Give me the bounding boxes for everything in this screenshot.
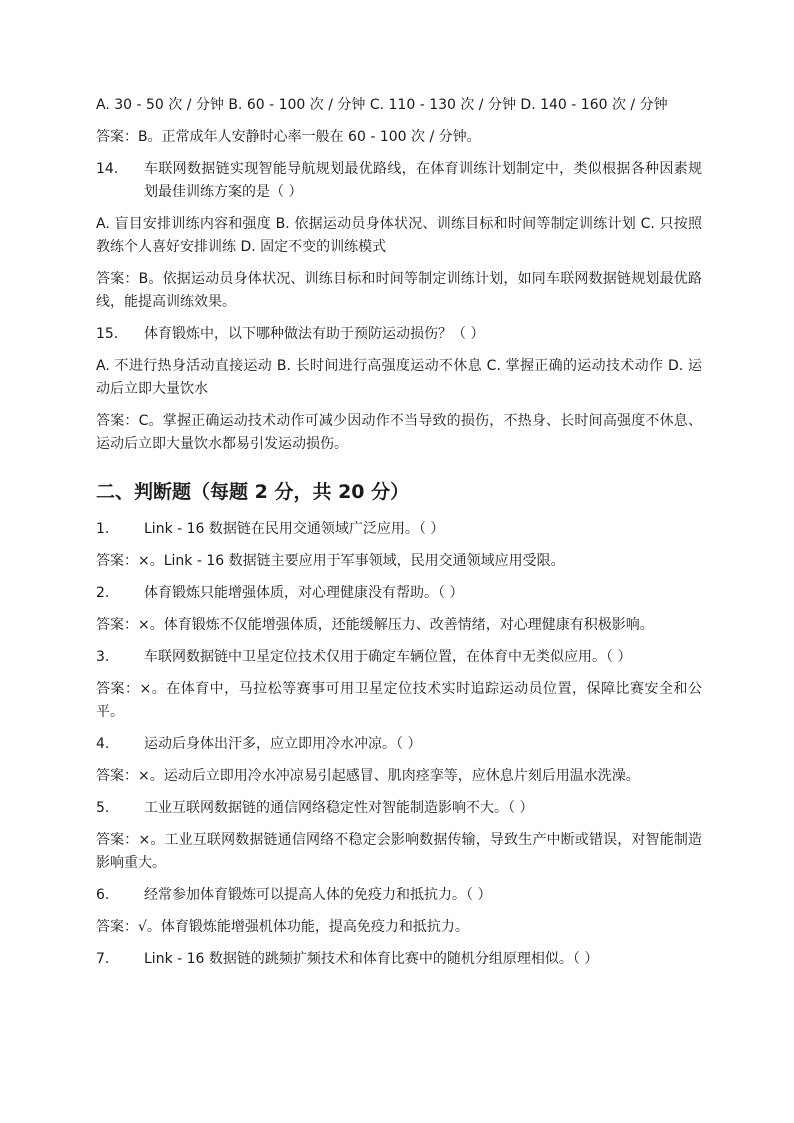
tf6-number: 6. [96, 887, 110, 903]
tf4-number: 4. [96, 736, 110, 752]
section-title: 二、判断题（每题 2 分，共 20 分） [96, 481, 410, 503]
tf2-question [96, 582, 702, 605]
tf5-answer: 答案：×。工业互联网数据链通信网络不稳定会影响数据传输，导致生产中断或错误，对智能制造影响重大。 [96, 832, 702, 871]
tf6-question [96, 884, 702, 907]
tf3-question [96, 646, 702, 669]
tf3-text: 车联网数据链中卫星定位技术仅用于确定车辆位置，在体育中无类似应用。（ ） [144, 649, 632, 665]
q15-text: 体育锻炼中，以下哪种做法有助于预防运动损伤？（ ） [144, 326, 485, 342]
tf5-number: 5. [96, 800, 110, 816]
tf2-text: 体育锻炼只能增强体质，对心理健康没有帮助。（ ） [144, 585, 464, 601]
tf5-text: 工业互联网数据链的通信网络稳定性对智能制造影响不大。（ ） [144, 800, 534, 816]
q14-number: 14. [96, 161, 119, 177]
tf1-text: Link - 16 数据链在民用交通领域广泛应用。（ ） [144, 521, 445, 537]
tf2-number: 2. [96, 585, 110, 601]
tf3-answer: 答案：×。在体育中，马拉松等赛事可用卫星定位技术实时追踪运动员位置，保障比赛安全和公平。 [96, 681, 702, 720]
tf7-question [96, 948, 702, 971]
tf1-number: 1. [96, 521, 110, 537]
tf4-answer: 答案：×。运动后立即用冷水冲凉易引起感冒、肌肉痉挛等，应休息片刻后用温水洗澡。 [96, 768, 640, 784]
document-page [96, 94, 702, 980]
q14-question [96, 158, 702, 204]
q15-number: 15. [96, 326, 119, 342]
q15-options: A. 不进行热身活动直接运动 B. 长时间进行高强度运动不休息 C. 掌握正确的运动技术动作 D. 运动后立即大量饮水 [96, 358, 702, 397]
q15-question [96, 323, 702, 346]
q13-options: A. 30 - 50 次 / 分钟 B. 60 - 100 次 / 分钟 C. 110 - 130 次 / 分钟 D. 140 - 160 次 / 分钟 [96, 97, 668, 113]
tf5-question [96, 797, 702, 820]
tf6-text: 经常参加体育锻炼可以提高人体的免疫力和抵抗力。（ ） [144, 887, 492, 903]
tf1-question [96, 518, 702, 541]
tf4-text: 运动后身体出汗多，应立即用冷水冲凉。（ ） [144, 736, 422, 752]
q14-text: 车联网数据链实现智能导航规划最优路线，在体育训练计划制定中，类似根据各种因素规划最佳训练方案的是（ ） [144, 161, 702, 200]
tf4-question [96, 733, 702, 756]
tf6-answer: 答案：√。体育锻炼能增强机体功能，提高免疫力和抵抗力。 [96, 919, 469, 935]
q14-options: A. 盲目安排训练内容和强度 B. 依据运动员身体状况、训练目标和时间等制定训练计划 C. 只按照教练个人喜好安排训练 D. 固定不变的训练模式 [96, 216, 702, 255]
tf2-answer: 答案：×。体育锻炼不仅能增强体质，还能缓解压力、改善情绪，对心理健康有积极影响。 [96, 617, 654, 633]
tf1-answer: 答案：×。Link - 16 数据链主要应用于军事领域，民用交通领域应用受限。 [96, 553, 565, 569]
tf3-number: 3. [96, 649, 110, 665]
tf7-number: 7. [96, 951, 110, 967]
q14-answer: 答案：B。依据运动员身体状况、训练目标和时间等制定训练计划，如同车联网数据链规划最优路线，能提高训练效果。 [96, 271, 702, 310]
q15-answer: 答案：C。掌握正确运动技术动作可减少因动作不当导致的损伤，不热身、长时间高强度不休息、运动后立即大量饮水都易引发运动损伤。 [96, 413, 702, 452]
tf7-text: Link - 16 数据链的跳频扩频技术和体育比赛中的随机分组原理相似。（ ） [144, 951, 599, 967]
q13-answer: 答案：B。正常成年人安静时心率一般在 60 - 100 次 / 分钟。 [96, 129, 481, 145]
